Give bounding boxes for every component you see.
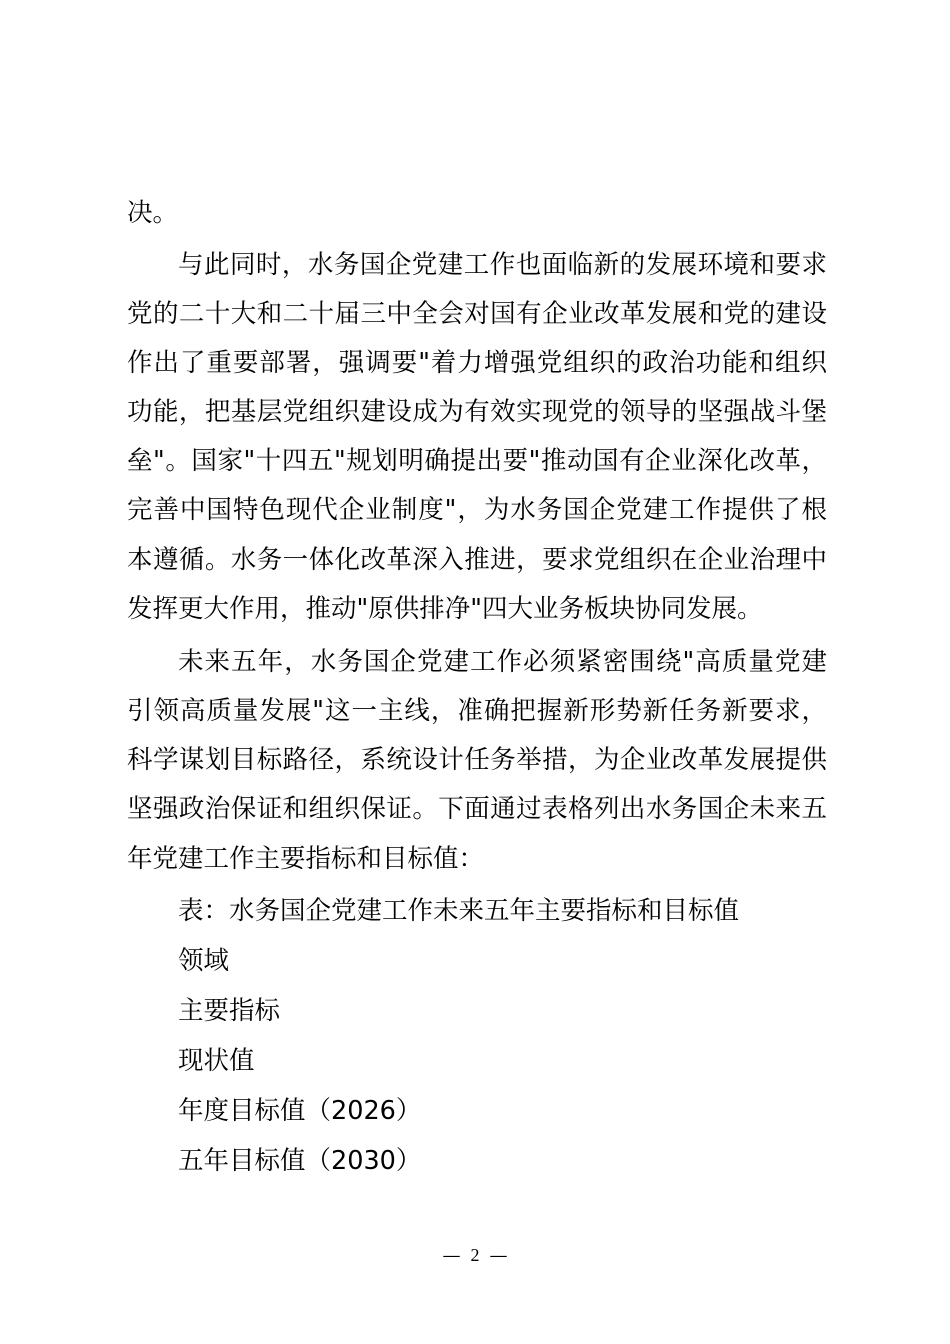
text-line: 决。 [127, 198, 179, 228]
page-number: 2 [470, 1245, 480, 1265]
page-number-footer [0, 1243, 950, 1268]
text-line: 功能，把基层党组织建设成为有效实现党的领导的坚强战斗堡 [127, 397, 827, 427]
text-line: 本遵循。水务一体化改革深入推进，要求党组织在企业治理中 [127, 545, 827, 575]
table-header-domain: 领域 [178, 946, 230, 976]
text-line: 科学谋划目标路径，系统设计任务举措，为企业改革发展提供 [127, 745, 827, 775]
text-line: 坚强政治保证和组织保证。下面通过表格列出水务国企未来五 [127, 794, 827, 824]
text-line: 党的二十大和二十届三中全会对国有企业改革发展和党的建设 [127, 299, 827, 329]
text-line: 完善中国特色现代企业制度"，为水务国企党建工作提供了根 [127, 495, 827, 525]
table-header-five-year-target: 五年目标值（2030） [178, 1146, 422, 1176]
footer-dash-left: — [442, 1245, 461, 1266]
text-line: 垒"。国家"十四五"规划明确提出要"推动国有企业深化改革， [127, 446, 827, 476]
table-header-annual-target: 年度目标值（2026） [178, 1096, 422, 1126]
text-line: 作出了重要部署，强调要"着力增强党组织的政治功能和组织 [127, 348, 827, 378]
table-caption: 表：水务国企党建工作未来五年主要指标和目标值 [178, 896, 740, 926]
text-line: 引领高质量发展"这一主线，准确把握新形势新任务新要求， [127, 696, 827, 726]
text-line: 发挥更大作用，推动"原供排净"四大业务板块协同发展。 [127, 594, 763, 624]
table-header-main-indicator: 主要指标 [178, 996, 281, 1026]
paragraph-first-line: 与此同时，水务国企党建工作也面临新的发展环境和要求 [178, 250, 827, 280]
footer-dash-right: — [489, 1245, 508, 1266]
text-line: 年党建工作主要指标和目标值： [127, 844, 485, 874]
table-header-current-value: 现状值 [178, 1046, 255, 1076]
paragraph-first-line: 未来五年，水务国企党建工作必须紧密围绕"高质量党建 [178, 647, 827, 677]
